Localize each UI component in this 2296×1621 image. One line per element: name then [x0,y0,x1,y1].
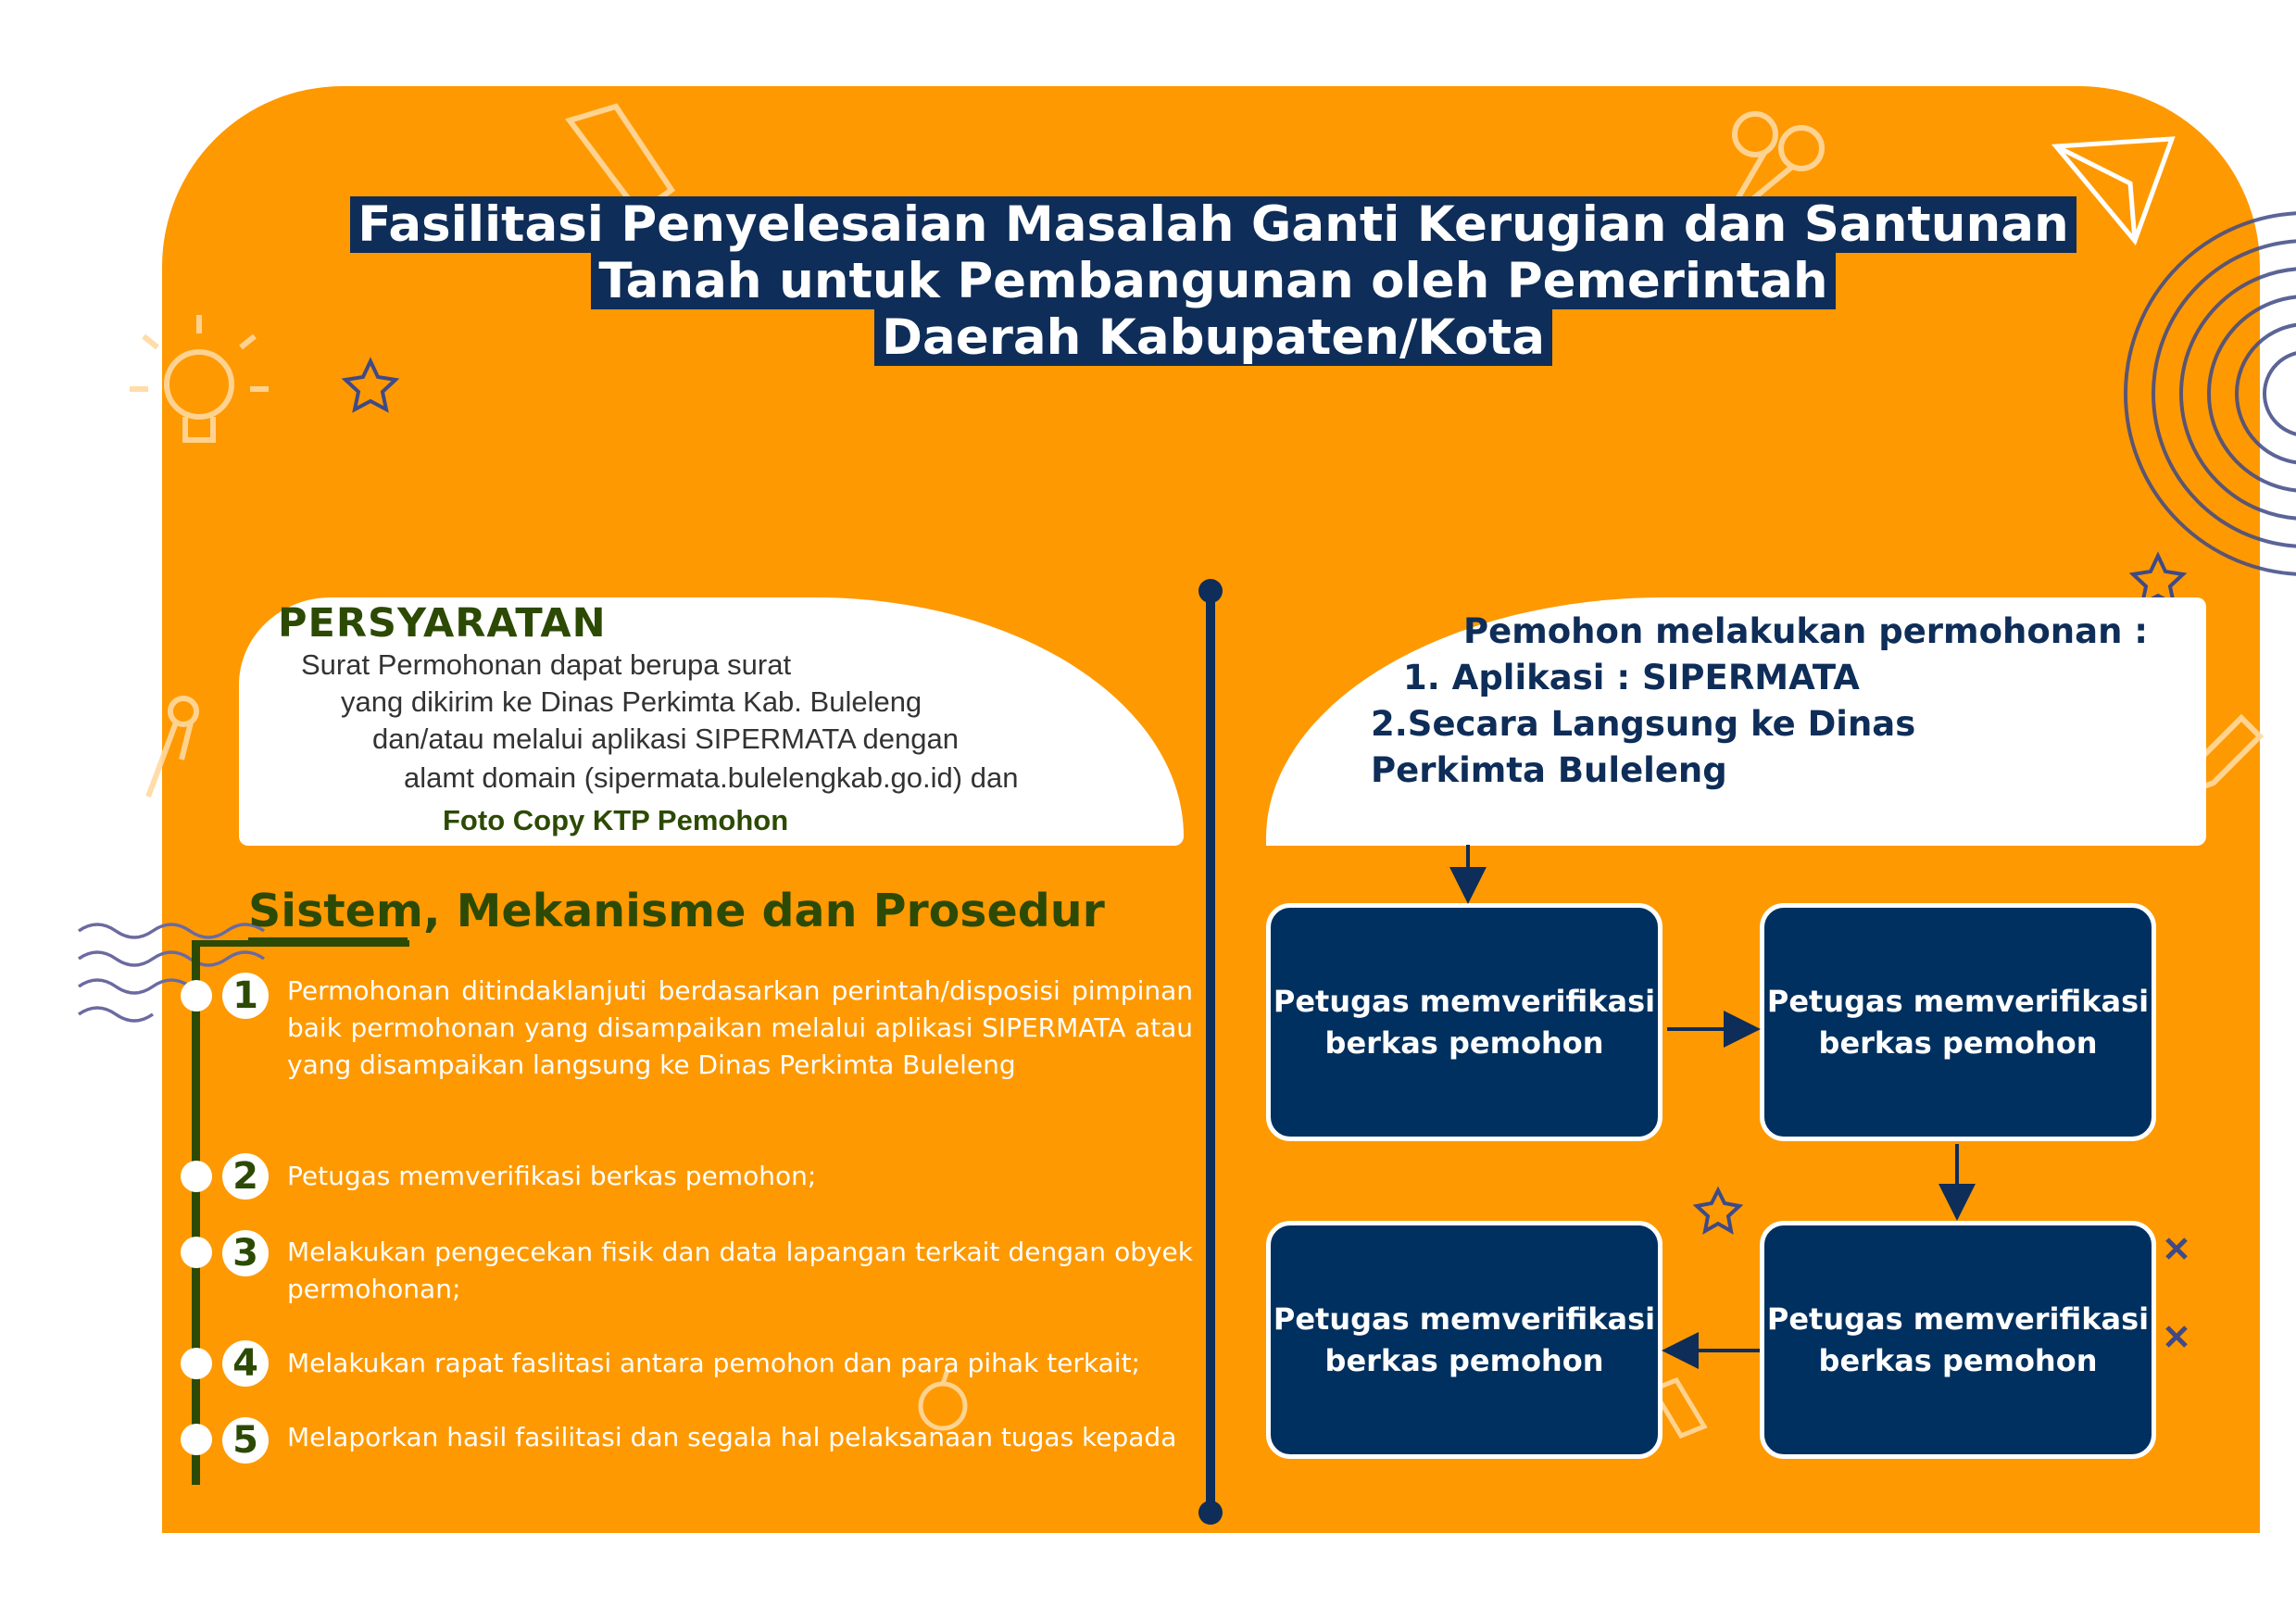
title-line-3: Daerah Kabupaten/Kota [874,309,1552,366]
application-item: 1. Aplikasi : SIPERMATA [1403,658,1860,697]
step-text: Melakukan rapat faslitasi antara pemohon dan para pihak terkait; [287,1348,1140,1378]
requirements-line: Surat Permohonan dapat berupa surat [301,648,792,681]
flow-box-label: Petugas memverifikasi berkas pemohon [1766,983,2150,1061]
application-heading: Pemohon melakukan permohonan : [1463,611,2149,651]
application-item: 2.Secara Langsung ke Dinas [1371,704,1916,744]
step-number-badge: 2 [222,1153,269,1200]
requirements-line: dan/atau melalui aplikasi SIPERMATA dengan [372,723,959,755]
step-number-badge: 1 [222,973,269,1019]
step-number-badge: 3 [222,1230,269,1276]
title-line-1: Fasilitasi Penyelesaian Masalah Ganti Kerugian dan Santunan [350,196,2076,253]
step-number-badge: 5 [222,1417,269,1464]
requirements-ktp-line: Foto Copy KTP Pemohon [443,804,789,836]
flow-box-label: Petugas memverifikasi berkas pemohon [1273,1301,1656,1378]
system-title: Sistem, Mekanisme dan Prosedur [248,885,1105,937]
title-line-2: Tanah untuk Pembangunan oleh Pemerintah [591,253,1835,309]
step-text: Permohonan ditindaklanjuti berdasarkan perintah/disposisi pimpinan baik permohonan yang disampaikan melalui aplikasi SIPERMATA atau yang disampaikan langsung ke Dinas Perkimta Buleleng [287,975,1193,1080]
requirements-line: yang dikirim ke Dinas Perkimta Kab. Buleleng [341,685,922,718]
application-item: Perkimta Buleleng [1371,750,1727,790]
flow-box-label: Petugas memverifikasi berkas pemohon [1766,1301,2150,1378]
requirements-line: alamt domain (sipermata.bulelengkab.go.id) dan [404,761,1019,794]
step-text: Melakukan pengecekan fisik dan data lapangan terkait dengan obyek permohonan; [287,1237,1193,1304]
step-text: Petugas memverifikasi berkas pemohon; [287,1161,817,1191]
flow-box-label: Petugas memverifikasi berkas pemohon [1273,983,1656,1061]
step-number-badge: 4 [222,1340,269,1387]
step-text: Melaporkan hasil fasilitasi dan segala hal pelaksanaan tugas kepada [287,1422,1177,1452]
requirements-heading: PERSYARATAN [278,600,607,647]
